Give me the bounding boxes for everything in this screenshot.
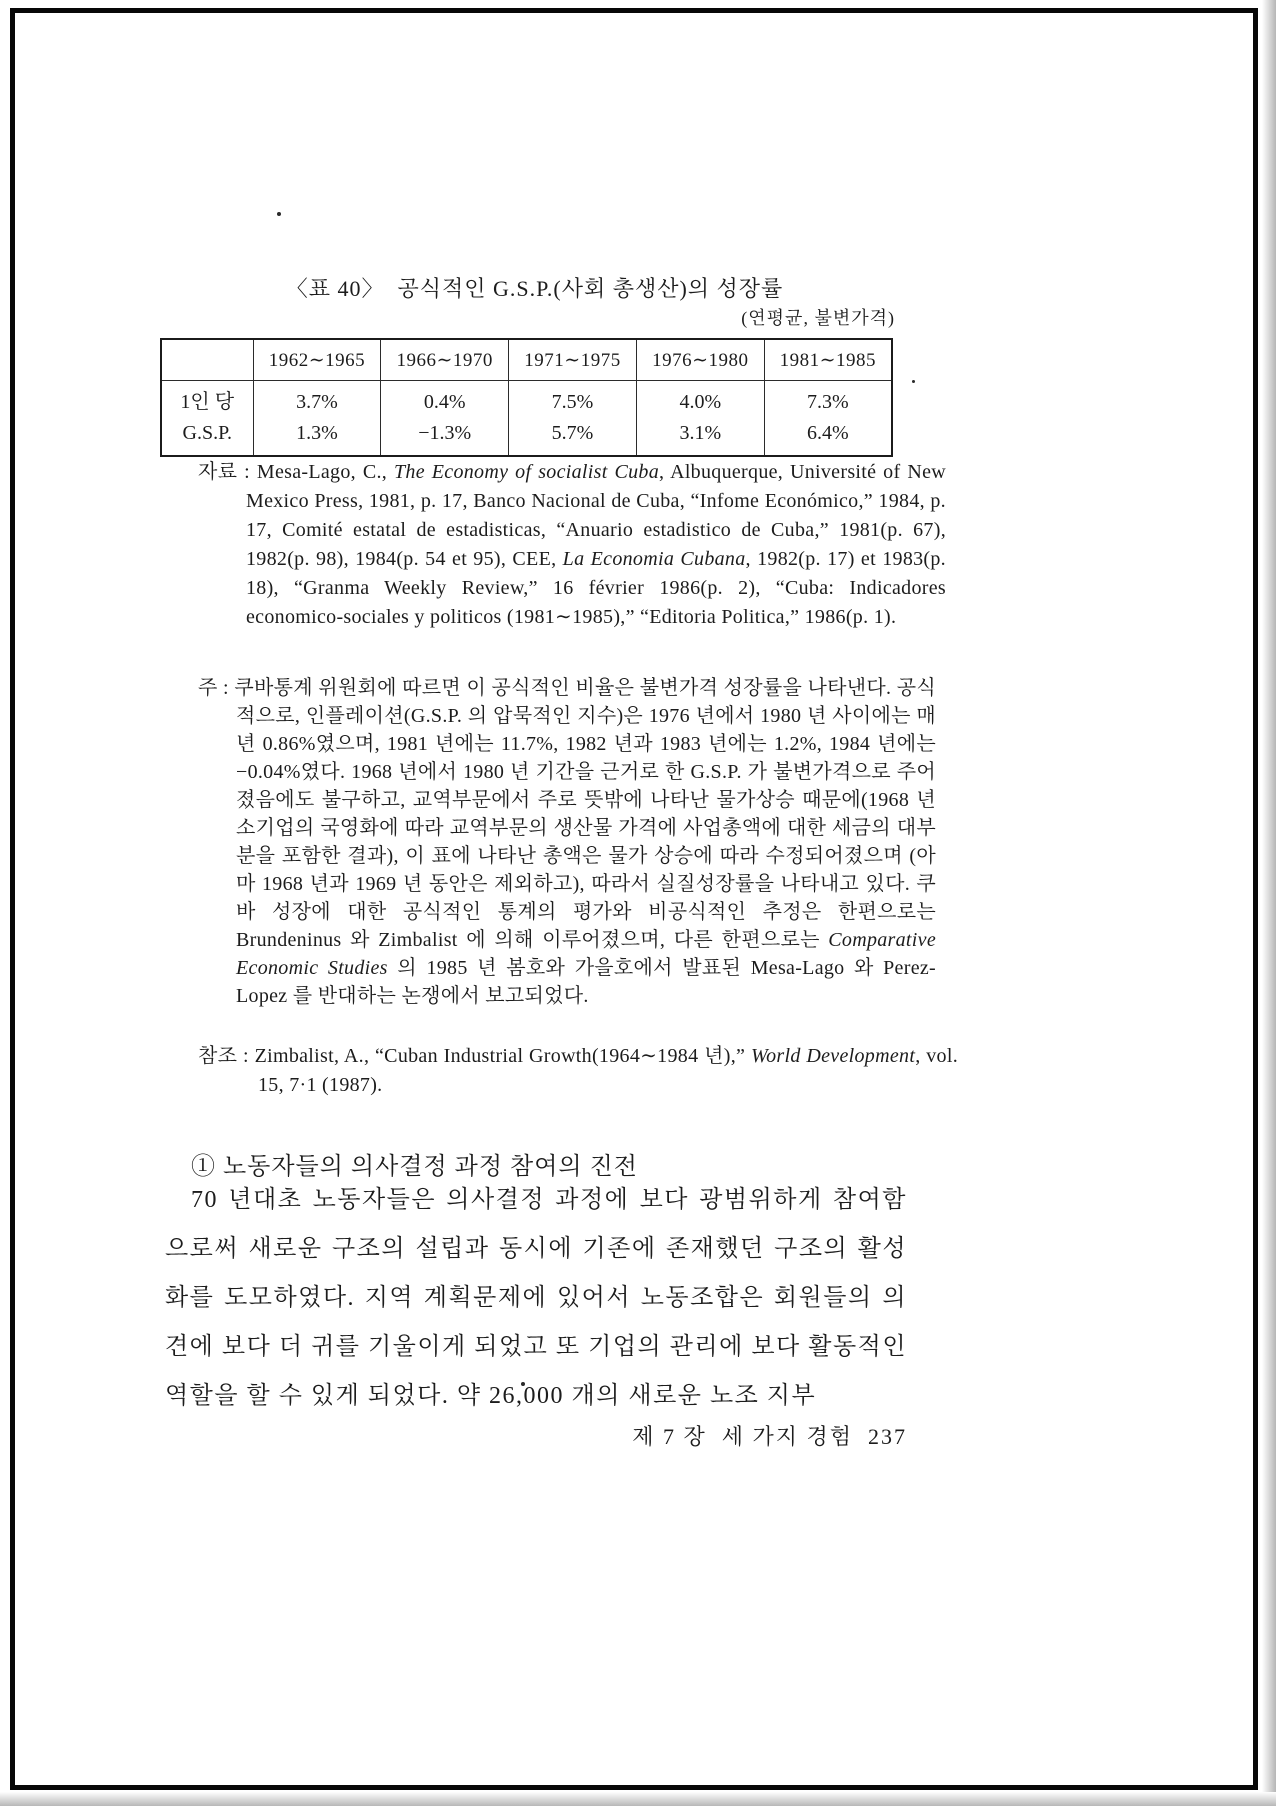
table-unit-note: (연평균, 불변가격) [741,308,895,328]
value-cell [381,381,509,457]
value-row2: −1.3% [418,422,472,444]
table-caption: 〈표 40〉 공식적인 G.S.P.(사회 총생산)의 성장률 [285,276,784,301]
value-cell [509,381,637,457]
empty-header-cell [161,339,253,381]
text-run: 주 : 쿠바통계 위원회에 따르면 이 공식적인 비율은 불변가격 성장률을 나타낸다. 공식적으로, 인플레이션(G.S.P. 의 압묵적인 지수)은 1976 년에서 1980 년 사이에는 매년 0.86%였으며, 1981 년에는 11.7%, 1982 년과 1983 년에는 1.2%, 1984 년에는 −0.04%였다. 1968 년에서 1980 년 기간을 근거로 한 G.S.P. 가 불변가격으로 주어졌음에도 불구하고, 교역부문에서 주로 뜻밖에 나타난 물가상승 때문에(1968 년 소기업의 국영화에 따라 교역부문의 생산물 가격에 사업총액에 대한 세금의 대부분을 포함한 결과), 이 표에 나타난 총액은 물가 상승에 따라 수정되어졌으며 (아마 1968 년과 1969 년 동안은 제외하고), 따라서 실질성장률을 나타내고 있다. 쿠바 성장에 대한 공식적인 통계의 평가와 비공식적인 추정은 한편으로는 Brundeninus 와 Zimbalist 에 의해 이루어졌으며, 다른 한편으로는 [198,677,936,951]
text-run: , 1982(p. 17) et 1983(p. 18), “Granma Weekly Review,” 16 février 1986(p. 2), “Cuba: Indicadores economico-sociales y politicos (1981∼1985),” “Editoria Politica,” 1986(p. 1). [246,548,946,628]
text-run: , vol. 15, 7·1 (1987). [258,1045,958,1096]
row-label-cell [161,381,253,457]
body-paragraph: 70 년대초 노동자들은 의사결정 과정에 보다 광범위하게 참여함으로써 새로운 구조의 설립과 동시에 기존에 존재했던 구조의 활성화를 도모하였다. 지역 계획문제에 있어서 노동조합은 회원들의 의견에 보다 더 귀를 기울이게 되었고 또 기업의 관리에 보다 활동적인 역할을 할 수 있게 되었다. 약 26,000 개의 새로운 노조 지부 [165,1187,907,1409]
page-footer: 제 7 장 세 가지 경험 237 [632,1424,907,1449]
source-note [198,458,946,632]
col-header-1966-1970: 1966∼1970 [381,339,509,381]
value-row1: 4.0% [679,391,722,413]
italic-text-run: World Development [750,1045,916,1067]
table-header-row [161,339,892,381]
italic-text-run: The Economy of socialist Cuba [393,461,659,483]
value-row1: 7.5% [551,391,594,413]
gsp-growth-table [160,338,893,457]
value-row2: 6.4% [807,422,849,444]
reference-note [198,1042,958,1100]
section-heading: ① 노동자들의 의사결정 과정 참여의 진전 [191,1154,638,1180]
row-label-line2: G.S.P. [182,422,232,444]
table-data-row [161,381,892,457]
value-cell [764,381,892,457]
italic-text-run: La Economia Cubana [562,548,746,570]
col-header-1981-1985: 1981∼1985 [764,339,892,381]
text-run: 의 1985 년 봄호와 가을호에서 발표된 Mesa-Lago 와 Perez-Lopez 를 반대하는 논쟁에서 보고되었다. [236,957,937,1007]
col-header-1976-1980: 1976∼1980 [636,339,764,381]
col-header-1962-1965: 1962∼1965 [253,339,381,381]
value-row2: 5.7% [551,422,594,444]
scan-speck [912,380,915,383]
row-label-line1: 1인 당 [180,391,235,413]
scan-edge-right [1262,0,1276,1806]
italic-text-run: Comparative Economic Studies [236,929,936,979]
text-run: , Albuquerque, Université of New Mexico Press, 1981, p. 17, Banco Nacional de Cuba, “Infome Económico,” 1984, p. 17, Comité estatal de estadisticas, “Anuario estadistico de Cuba,” 1981(p. 67), 1982(p. 98), 1984(p. 54 et 95), CEE, [246,461,946,570]
value-row2: 3.1% [679,422,722,444]
explanatory-note [198,674,936,1010]
value-cell [636,381,764,457]
scan-edge-bottom [0,1792,1276,1806]
col-header-1971-1975: 1971∼1975 [509,339,637,381]
value-row2: 1.3% [296,422,338,444]
value-row1: 3.7% [296,391,338,413]
value-row1: 0.4% [423,391,466,413]
text-run: 참조 : Zimbalist, A., “Cuban Industrial Growth(1964∼1984 년),” [198,1045,751,1067]
text-run: 자료 : Mesa-Lago, C., [198,461,394,483]
value-row1: 7.3% [807,391,849,413]
scan-speck [277,212,281,216]
value-cell [253,381,381,457]
